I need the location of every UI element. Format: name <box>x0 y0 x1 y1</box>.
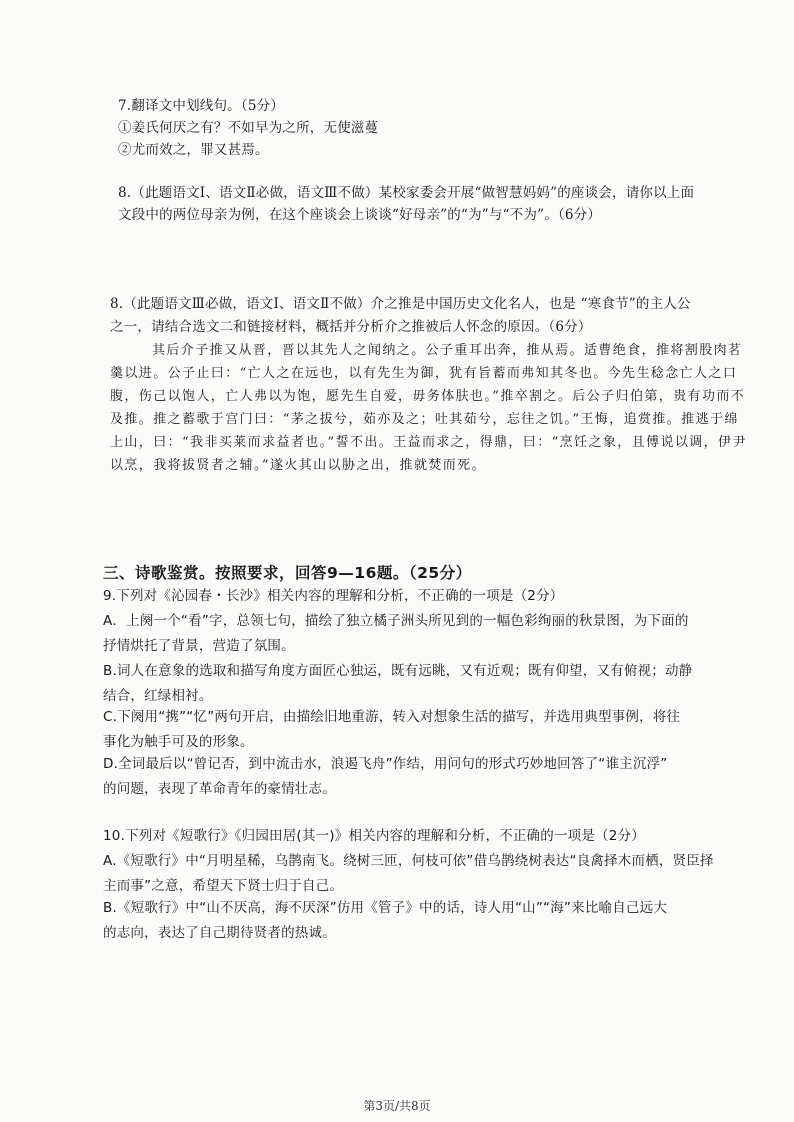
q9-option-b-line-2: 结合，红绿相衬。 <box>103 688 213 704</box>
passage-line-5: 上山，曰：“我非买莱而求益者也。”誓不出。王益而求之，得鼎，曰：“烹饪之象，且傅说以调，伊尹 <box>110 435 747 450</box>
q10-option-a-line-1: A.《短歌行》中“月明星稀，乌鹊南飞。绕树三匝，何枝可依”借乌鹊绕树表达“良禽择木而栖，贤臣择 <box>103 853 714 869</box>
q9-option-b-line-1: B.词人在意象的选取和描写角度方面匠心独运，既有远眺，又有近观；既有仰望，又有俯视；动静 <box>103 663 693 679</box>
q9-title: 9.下列对《沁园春・长沙》相关内容的理解和分析，不正确的一项是（2分） <box>103 588 564 604</box>
q10-option-a-line-2: 主而事”之意，希望天下贤士归于自己。 <box>103 878 344 894</box>
q8b-line-2: 之一，请结合选文二和链接材料，概括并分析介之推被后人怀念的原因。（6分） <box>110 319 592 335</box>
page-number: 第3页/共8页 <box>363 1099 431 1113</box>
q8b-line-1: 8.（此题语文Ⅲ必做，语文Ⅰ、语文Ⅱ不做）介之推是中国历史文化名人，也是 “寒食节”的主人公 <box>110 296 691 312</box>
q7-sentence-2: ②尤而效之，罪又甚焉。 <box>118 142 269 158</box>
passage-line-1: 其后介子推又从晋，晋以其先人之闻纳之。公子重耳出奔，推从焉。适曹绝食，推将割股肉茗 <box>152 343 743 358</box>
q9-option-a-line-2: 抒情烘托了背景，营造了氛围。 <box>103 638 295 654</box>
q9-option-a-line-1: A．上阕一个“看”字，总领七句，描绘了独立橘子洲头所见到的一幅色彩绚丽的秋景图，为下面的 <box>103 613 689 629</box>
passage-line-3: 腹，伤己以饱人，亡人弗以为饱，愿先生自爱，毋务体肤也。”推卒割之。后公子归伯第，贵有功而不 <box>110 389 746 404</box>
q7-sentence-1: ①姜氏何厌之有？不如早为之所，无使滋蔓 <box>118 120 379 136</box>
passage-line-4: 及推。推之蓄歌于宫门曰：“茅之拔兮，茹亦及之；吐其茹兮，忘往之饥。”王悔，追赏推。推逃于绵 <box>110 412 739 427</box>
q8a-line-2: 文段中的两位母亲为例，在这个座谈会上谈谈“好母亲”的“为”与“不为”。（6分） <box>118 207 602 223</box>
q10-option-b-line-2: 的志向，表达了自己期待贤者的热诚。 <box>103 925 336 941</box>
q8a-line-1: 8.（此题语文Ⅰ、语文Ⅱ必做，语文Ⅲ不做）某校家委会开展“做智慧妈妈”的座谈会，请你以上面 <box>118 185 695 201</box>
q9-option-c-line-1: C.下阕用“携”“忆”两句开启，由描绘旧地重游，转入对想象生活的描写，并选用典型事例，将往 <box>103 709 681 725</box>
section-3-heading: 三、诗歌鉴赏。按照要求，回答9—16题。（25分） <box>103 564 472 582</box>
q9-option-d-line-1: D.全词最后以“曾记否，到中流击水，浪遏飞舟”作结，用问句的形式巧妙地回答了“谁主沉浮” <box>103 756 668 772</box>
q9-option-c-line-2: 事化为触手可及的形象。 <box>103 734 254 750</box>
q10-title: 10.下列对《短歌行》《归园田居(其一)》相关内容的理解和分析，不正确的一项是（2分） <box>103 828 645 844</box>
passage-line-6: 以烹，我将拔贤者之辅。”遂火其山以胁之出，推就焚而死。 <box>110 458 486 473</box>
q9-option-d-line-2: 的问题，表现了革命青年的豪情壮志。 <box>103 781 336 797</box>
q10-option-b-line-1: B.《短歌行》中“山不厌高，海不厌深”仿用《管子》中的话，诗人用“山”“海”来比喻自己远大 <box>103 900 668 916</box>
q7-title: 7.翻译文中划线句。（5分） <box>118 98 285 114</box>
passage-line-2: 羹以进。公子止曰：“亡人之在远也，以有先生为御，犹有旨蓄而弗知其冬也。今先生稔念亡人之口 <box>110 366 738 381</box>
